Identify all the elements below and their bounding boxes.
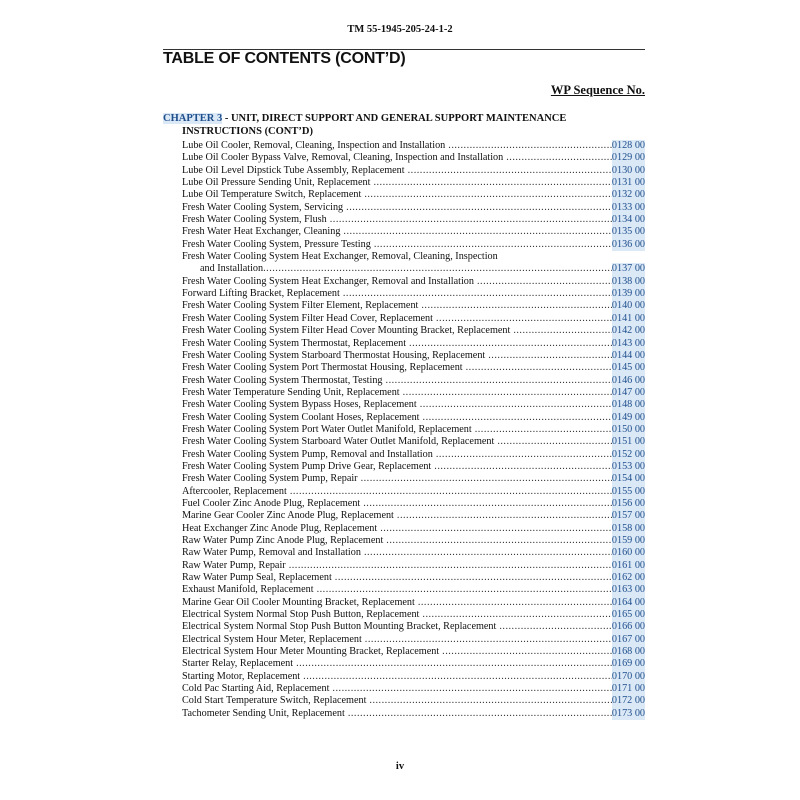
toc-entry[interactable] [182, 621, 645, 633]
dot-leader [409, 338, 612, 350]
dot-leader [330, 214, 612, 226]
toc-entry-title: Lube Oil Cooler Bypass Valve, Removal, Cleaning, Inspection and Installation [182, 152, 504, 164]
toc-entry[interactable] [182, 510, 645, 522]
dot-leader [290, 486, 612, 498]
chapter-separator: - [222, 113, 231, 124]
dot-leader [475, 424, 612, 436]
toc-entry-title: Starter Relay, Replacement [182, 658, 294, 670]
toc-entry-title: Forward Lifting Bracket, Replacement [182, 288, 340, 300]
wp-sequence-link[interactable]: 0160 00 [611, 547, 645, 559]
dot-leader [466, 362, 612, 374]
toc-entry[interactable] [182, 523, 645, 535]
toc-entry-title: Fresh Water Temperature Sending Unit, Replacement [182, 386, 400, 398]
document-number: TM 55-1945-205-24-1-2 [347, 24, 453, 35]
toc-entry-title: Fresh Water Cooling System Coolant Hoses, Replacement [182, 411, 420, 423]
dot-leader [303, 671, 612, 683]
toc-entry-title: Raw Water Pump, Removal and Installation [182, 547, 361, 559]
toc-entry[interactable] [182, 350, 645, 362]
dot-leader [335, 572, 612, 584]
toc-entry-title: Lube Oil Level Dipstick Tube Assembly, Replacement [182, 164, 405, 176]
toc-entry[interactable] [182, 251, 645, 276]
wp-sequence-link[interactable]: 0150 00 [611, 423, 645, 435]
wp-sequence-link[interactable]: 0171 00 [611, 683, 645, 695]
toc-entry[interactable] [182, 424, 645, 436]
dot-leader [499, 621, 612, 633]
toc-entry[interactable] [182, 597, 645, 609]
toc-entry-title: Lube Oil Temperature Switch, Replacement [182, 189, 362, 201]
toc-entry-title: Cold Pac Starting Aid, Replacement [182, 683, 330, 695]
toc-entry-title: Marine Gear Cooler Zinc Anode Plug, Replacement [182, 510, 394, 522]
toc-entry[interactable] [182, 695, 645, 707]
wp-sequence-link[interactable]: 0151 00 [611, 436, 645, 448]
toc-entry-title: Fresh Water Cooling System, Servicing [182, 201, 344, 213]
dot-leader [317, 584, 612, 596]
toc-entry[interactable] [182, 375, 645, 387]
toc-entry[interactable] [182, 214, 645, 226]
toc-entry-title: Fresh Water Cooling System Pump, Removal and Installation [182, 448, 433, 460]
toc-entry-title: Fresh Water Cooling System Bypass Hoses, Replacement [182, 399, 417, 411]
toc-entry[interactable] [182, 658, 645, 670]
toc-entry[interactable] [182, 140, 645, 152]
wp-sequence-link[interactable]: 0134 00 [611, 214, 645, 226]
toc-entry[interactable] [182, 226, 645, 238]
toc-entry[interactable] [182, 412, 645, 424]
wp-sequence-link[interactable]: 0168 00 [611, 646, 645, 658]
toc-entry[interactable] [182, 239, 645, 251]
dot-leader [343, 226, 611, 238]
wp-sequence-link[interactable]: 0166 00 [611, 621, 645, 633]
dot-leader [365, 634, 612, 646]
toc-entry[interactable] [182, 276, 645, 288]
wp-sequence-link[interactable]: 0135 00 [611, 226, 645, 238]
toc-entry[interactable] [182, 708, 645, 720]
wp-sequence-link[interactable]: 0152 00 [611, 448, 645, 460]
wp-sequence-link[interactable]: 0165 00 [611, 609, 645, 621]
toc-entry-title-continued: and Installation [200, 263, 264, 275]
toc-entry-title: Fresh Water Cooling System Pump Drive Gear, Replacement [182, 460, 432, 472]
dot-leader [442, 646, 612, 658]
wp-sequence-link[interactable]: 0148 00 [611, 399, 645, 411]
page-number: iv [395, 761, 405, 772]
wp-sequence-link[interactable]: 0164 00 [611, 596, 645, 608]
wp-sequence-link[interactable]: 0159 00 [611, 535, 645, 546]
dot-leader [408, 165, 612, 177]
toc-entry-title: Electrical System Normal Stop Push Button Mounting Bracket, Replacement [182, 621, 497, 633]
wp-sequence-link[interactable]: 0131 00 [611, 177, 645, 189]
toc-entry[interactable] [182, 584, 645, 596]
wp-sequence-link[interactable]: 0130 00 [611, 164, 645, 176]
toc-entry-title: Fresh Water Cooling System Heat Exchanger, Removal and Installation [182, 275, 474, 287]
toc-entry[interactable] [182, 152, 645, 164]
toc-entry[interactable] [182, 683, 645, 695]
toc-entry-title: Electrical System Hour Meter, Replacement [182, 633, 362, 645]
toc-entry[interactable] [182, 362, 645, 374]
toc-entry-title: Electrical System Normal Stop Push Button, Replacement [182, 609, 420, 621]
toc-entry[interactable] [182, 473, 645, 485]
toc-entry-title: Aftercooler, Replacement [182, 485, 287, 497]
wp-sequence-link[interactable]: 0167 00 [611, 633, 645, 645]
wp-sequence-link[interactable]: 0162 00 [611, 572, 645, 584]
toc-entry[interactable] [182, 288, 645, 300]
dot-leader [434, 461, 612, 473]
wp-sequence-link[interactable]: 0157 00 [611, 510, 645, 522]
toc-entry[interactable] [182, 634, 645, 646]
dot-leader [263, 263, 612, 275]
wp-sequence-link[interactable]: 0140 00 [611, 300, 645, 312]
toc-entry[interactable] [182, 461, 645, 473]
toc-entry-title: Fresh Water Cooling System Heat Exchanger, Removal, Cleaning, Inspection [182, 251, 498, 263]
toc-entry[interactable] [182, 671, 645, 683]
wp-sequence-link[interactable]: 0158 00 [611, 522, 645, 534]
dot-leader [436, 313, 612, 325]
toc-entry-title: Fresh Water Cooling System Port Water Outlet Manifold, Replacement [182, 423, 472, 435]
dot-leader [423, 412, 612, 424]
dot-leader [513, 325, 612, 337]
toc-entry-title: Fresh Water Cooling System Starboard Thermostat Housing, Replacement [182, 349, 486, 361]
toc-entry-title: Fresh Water Cooling System Thermostat, Testing [182, 374, 383, 386]
toc-entry-title: Fuel Cooler Zinc Anode Plug, Replacement [182, 497, 361, 509]
dot-leader [364, 189, 612, 201]
wp-sequence-link[interactable]: 0161 00 [611, 559, 645, 571]
dot-leader [332, 683, 611, 695]
dot-leader [364, 547, 612, 559]
toc-entry[interactable] [182, 325, 645, 337]
toc-entry-title: Fresh Water Cooling System Filter Head Cover Mounting Bracket, Replacement [182, 325, 511, 337]
dot-leader [386, 535, 612, 547]
dot-leader [380, 523, 612, 535]
toc-entry-title: Starting Motor, Replacement [182, 670, 301, 682]
toc-entry-title: Fresh Water Cooling System Pump, Repair [182, 473, 358, 485]
wp-sequence-link[interactable]: 0169 00 [611, 658, 645, 670]
chapter-heading [163, 112, 566, 138]
wp-sequence-link[interactable]: 0141 00 [611, 312, 645, 324]
toc-entry-title: Raw Water Pump, Repair [182, 559, 286, 571]
toc-entry-title: Raw Water Pump Zinc Anode Plug, Replacement [182, 535, 384, 546]
wp-sequence-link[interactable]: 0155 00 [611, 485, 645, 497]
toc-entry-title: Lube Oil Cooler, Removal, Cleaning, Inspection and Installation [182, 140, 446, 151]
wp-sequence-link[interactable]: 0143 00 [611, 337, 645, 349]
toc-entry[interactable] [182, 646, 645, 658]
wp-sequence-link[interactable]: 0144 00 [611, 349, 645, 361]
dot-leader [361, 473, 612, 485]
toc-entry[interactable] [182, 313, 645, 325]
toc-entry-title: Exhaust Manifold, Replacement [182, 584, 314, 596]
dot-leader [418, 597, 612, 609]
wp-sequence-link[interactable]: 0128 00 [611, 140, 645, 151]
wp-sequence-link[interactable]: 0149 00 [611, 411, 645, 423]
dot-leader [369, 695, 611, 707]
toc-entry[interactable] [182, 202, 645, 214]
toc-entry[interactable] [182, 535, 645, 547]
dot-leader [421, 300, 612, 312]
toc-entry[interactable] [182, 560, 645, 572]
toc-entry-title: Fresh Water Cooling System Filter Head Cover, Replacement [182, 312, 433, 324]
toc-entry[interactable] [182, 177, 645, 189]
toc-entry[interactable] [182, 387, 645, 399]
toc-entry[interactable] [182, 572, 645, 584]
dot-leader [348, 708, 612, 720]
wp-sequence-link[interactable]: 0132 00 [611, 189, 645, 201]
toc-entry[interactable] [182, 486, 645, 498]
chapter-link[interactable]: CHAPTER 3 [163, 113, 223, 124]
toc-entry-continuation [182, 263, 645, 275]
wp-sequence-link[interactable]: 0138 00 [611, 275, 645, 287]
dot-leader [373, 177, 611, 189]
toc-entry-title: Marine Gear Oil Cooler Mounting Bracket, Replacement [182, 596, 415, 608]
dot-leader [289, 560, 612, 572]
toc-entry-title: Fresh Water Cooling System Filter Element, Replacement [182, 300, 419, 312]
wp-sequence-link[interactable]: 0139 00 [611, 288, 645, 300]
wp-sequence-link[interactable]: 0137 00 [611, 263, 645, 275]
toc-entry[interactable] [182, 498, 645, 510]
toc-entry-title: Lube Oil Pressure Sending Unit, Replacement [182, 177, 371, 189]
wp-sequence-link[interactable]: 0136 00 [611, 238, 645, 250]
wp-sequence-link[interactable]: 0172 00 [611, 695, 645, 707]
dot-leader [386, 375, 612, 387]
dot-leader [420, 399, 612, 411]
dot-leader [422, 609, 612, 621]
toc-entry-title: Fresh Water Cooling System Thermostat, Replacement [182, 337, 407, 349]
toc-entry[interactable] [182, 436, 645, 448]
dot-leader [363, 498, 612, 510]
toc-entry-title: Fresh Water Cooling System Port Thermostat Housing, Replacement [182, 362, 463, 374]
wp-sequence-link[interactable]: 0147 00 [611, 386, 645, 398]
toc-entry-title: Tachometer Sending Unit, Replacement [182, 707, 345, 719]
dot-leader [397, 510, 612, 522]
wp-sequence-link[interactable]: 0163 00 [611, 584, 645, 596]
page-title: TABLE OF CONTENTS (CONT’D) [163, 50, 406, 67]
wp-sequence-link[interactable]: 0170 00 [611, 670, 645, 682]
toc-entry[interactable] [182, 609, 645, 621]
dot-leader [403, 387, 612, 399]
dot-leader [497, 436, 612, 448]
toc-entry-title: Fresh Water Cooling System, Pressure Testing [182, 238, 371, 250]
toc-entry[interactable] [182, 399, 645, 411]
toc-entry-list [182, 140, 645, 720]
toc-entry-title: Fresh Water Cooling System Starboard Water Outlet Manifold, Replacement [182, 436, 495, 448]
dot-leader [374, 239, 612, 251]
dot-leader [477, 276, 612, 288]
toc-entry[interactable] [182, 189, 645, 201]
wp-sequence-link[interactable]: 0133 00 [611, 201, 645, 213]
wp-sequence-link[interactable]: 0146 00 [611, 374, 645, 386]
toc-entry[interactable] [182, 547, 645, 559]
toc-entry-title: Fresh Water Heat Exchanger, Cleaning [182, 226, 341, 238]
chapter-title-line2: INSTRUCTIONS (CONT’D) [182, 126, 313, 137]
wp-sequence-link[interactable]: 0156 00 [611, 497, 645, 509]
dot-leader [296, 658, 612, 670]
toc-entry-title: Electrical System Hour Meter Mounting Bracket, Replacement [182, 646, 440, 658]
toc-entry-title: Fresh Water Cooling System, Flush [182, 214, 327, 226]
wp-sequence-link[interactable]: 0129 00 [611, 152, 645, 164]
wp-sequence-link[interactable]: 0154 00 [611, 473, 645, 485]
toc-entry-title: Cold Start Temperature Switch, Replacement [182, 695, 367, 707]
dot-leader [506, 152, 612, 164]
wp-sequence-link[interactable]: 0142 00 [611, 325, 645, 337]
chapter-title-line1: UNIT, DIRECT SUPPORT AND GENERAL SUPPORT MAINTENANCE [230, 113, 567, 124]
toc-entry[interactable] [182, 300, 645, 312]
dot-leader [436, 449, 612, 461]
wp-sequence-column-heading: WP Sequence No. [550, 83, 645, 97]
toc-entry[interactable] [182, 449, 645, 461]
wp-sequence-link[interactable]: 0173 00 [611, 707, 645, 719]
dot-leader [488, 350, 612, 362]
dot-leader [448, 140, 612, 152]
toc-entry[interactable] [182, 338, 645, 350]
wp-sequence-link[interactable]: 0145 00 [611, 362, 645, 374]
dot-leader [343, 288, 612, 300]
toc-entry-title: Raw Water Pump Seal, Replacement [182, 572, 332, 584]
wp-sequence-link[interactable]: 0153 00 [611, 460, 645, 472]
toc-entry-title: Heat Exchanger Zinc Anode Plug, Replacement [182, 522, 378, 534]
toc-entry[interactable] [182, 165, 645, 177]
dot-leader [346, 202, 612, 214]
